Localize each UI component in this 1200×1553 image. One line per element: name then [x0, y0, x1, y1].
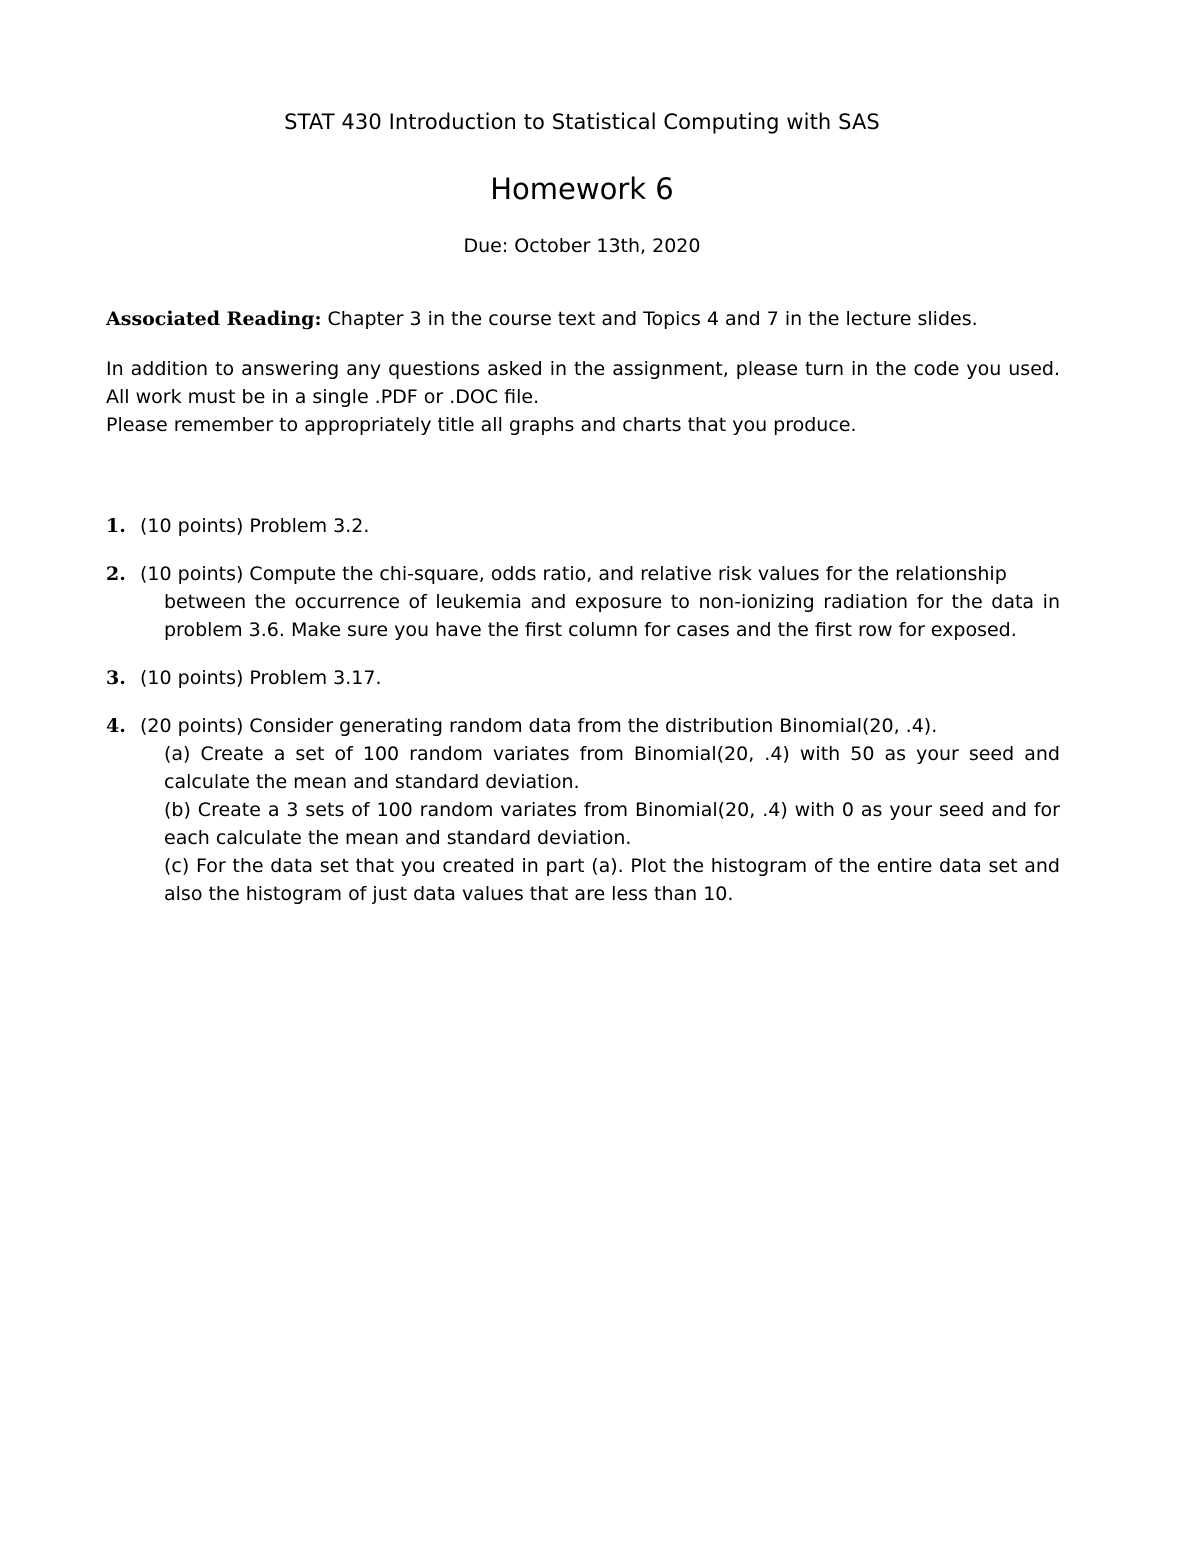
instructions: [106, 355, 1060, 439]
instructions-paragraph-2: Please remember to appropriately title all graphs and charts that you produce.: [106, 414, 857, 436]
problem-text: (10 points) Problem 3.2.: [140, 515, 370, 537]
instructions-paragraph-1: In addition to answering any questions asked in the assignment, please turn in the code you used. All work must be in a single .PDF or .DOC file.: [106, 358, 1060, 408]
problem-part-a: (a) Create a set of 100 random variates from Binomial(20, .4) with 50 as your seed and calculate the mean and standard deviation.: [164, 743, 1060, 793]
problem-number: 4.: [106, 715, 126, 737]
problem-part-b: (b) Create a 3 sets of 100 random variates from Binomial(20, .4) with 0 as your seed and for each calculate the mean and standard deviation.: [164, 799, 1060, 849]
associated-reading-label: Associated Reading:: [106, 308, 322, 330]
problem-number: 2.: [106, 563, 126, 585]
associated-reading: [106, 305, 1060, 333]
course-title: STAT 430 Introduction to Statistical Computing with SAS: [284, 110, 880, 134]
problem-text-continued: between the occurrence of leukemia and exposure to non-ionizing radiation for the data in problem 3.6. Make sure you have the first column for cases and the first row for exposed.: [164, 591, 1060, 641]
problem-text: (10 points) Compute the chi-square, odds ratio, and relative risk values for the relationship: [140, 563, 1007, 585]
homework-title: Homework 6: [490, 172, 674, 206]
problem-2: [106, 560, 1060, 644]
problem-text: (10 points) Problem 3.17.: [140, 667, 382, 689]
problem-number: 1.: [106, 515, 126, 537]
problem-4: [106, 712, 1060, 908]
problem-text: (20 points) Consider generating random data from the distribution Binomial(20, .4).: [140, 715, 938, 737]
problem-1: [106, 512, 1060, 540]
problem-number: 3.: [106, 667, 126, 689]
problem-list: [106, 512, 1060, 928]
problem-3: [106, 664, 1060, 692]
due-date: Due: October 13th, 2020: [463, 235, 701, 257]
problem-part-c: (c) For the data set that you created in part (a). Plot the histogram of the entire data set and also the histogram of just data values that are less than 10.: [164, 855, 1060, 905]
associated-reading-text: Chapter 3 in the course text and Topics 4 and 7 in the lecture slides.: [327, 308, 978, 330]
